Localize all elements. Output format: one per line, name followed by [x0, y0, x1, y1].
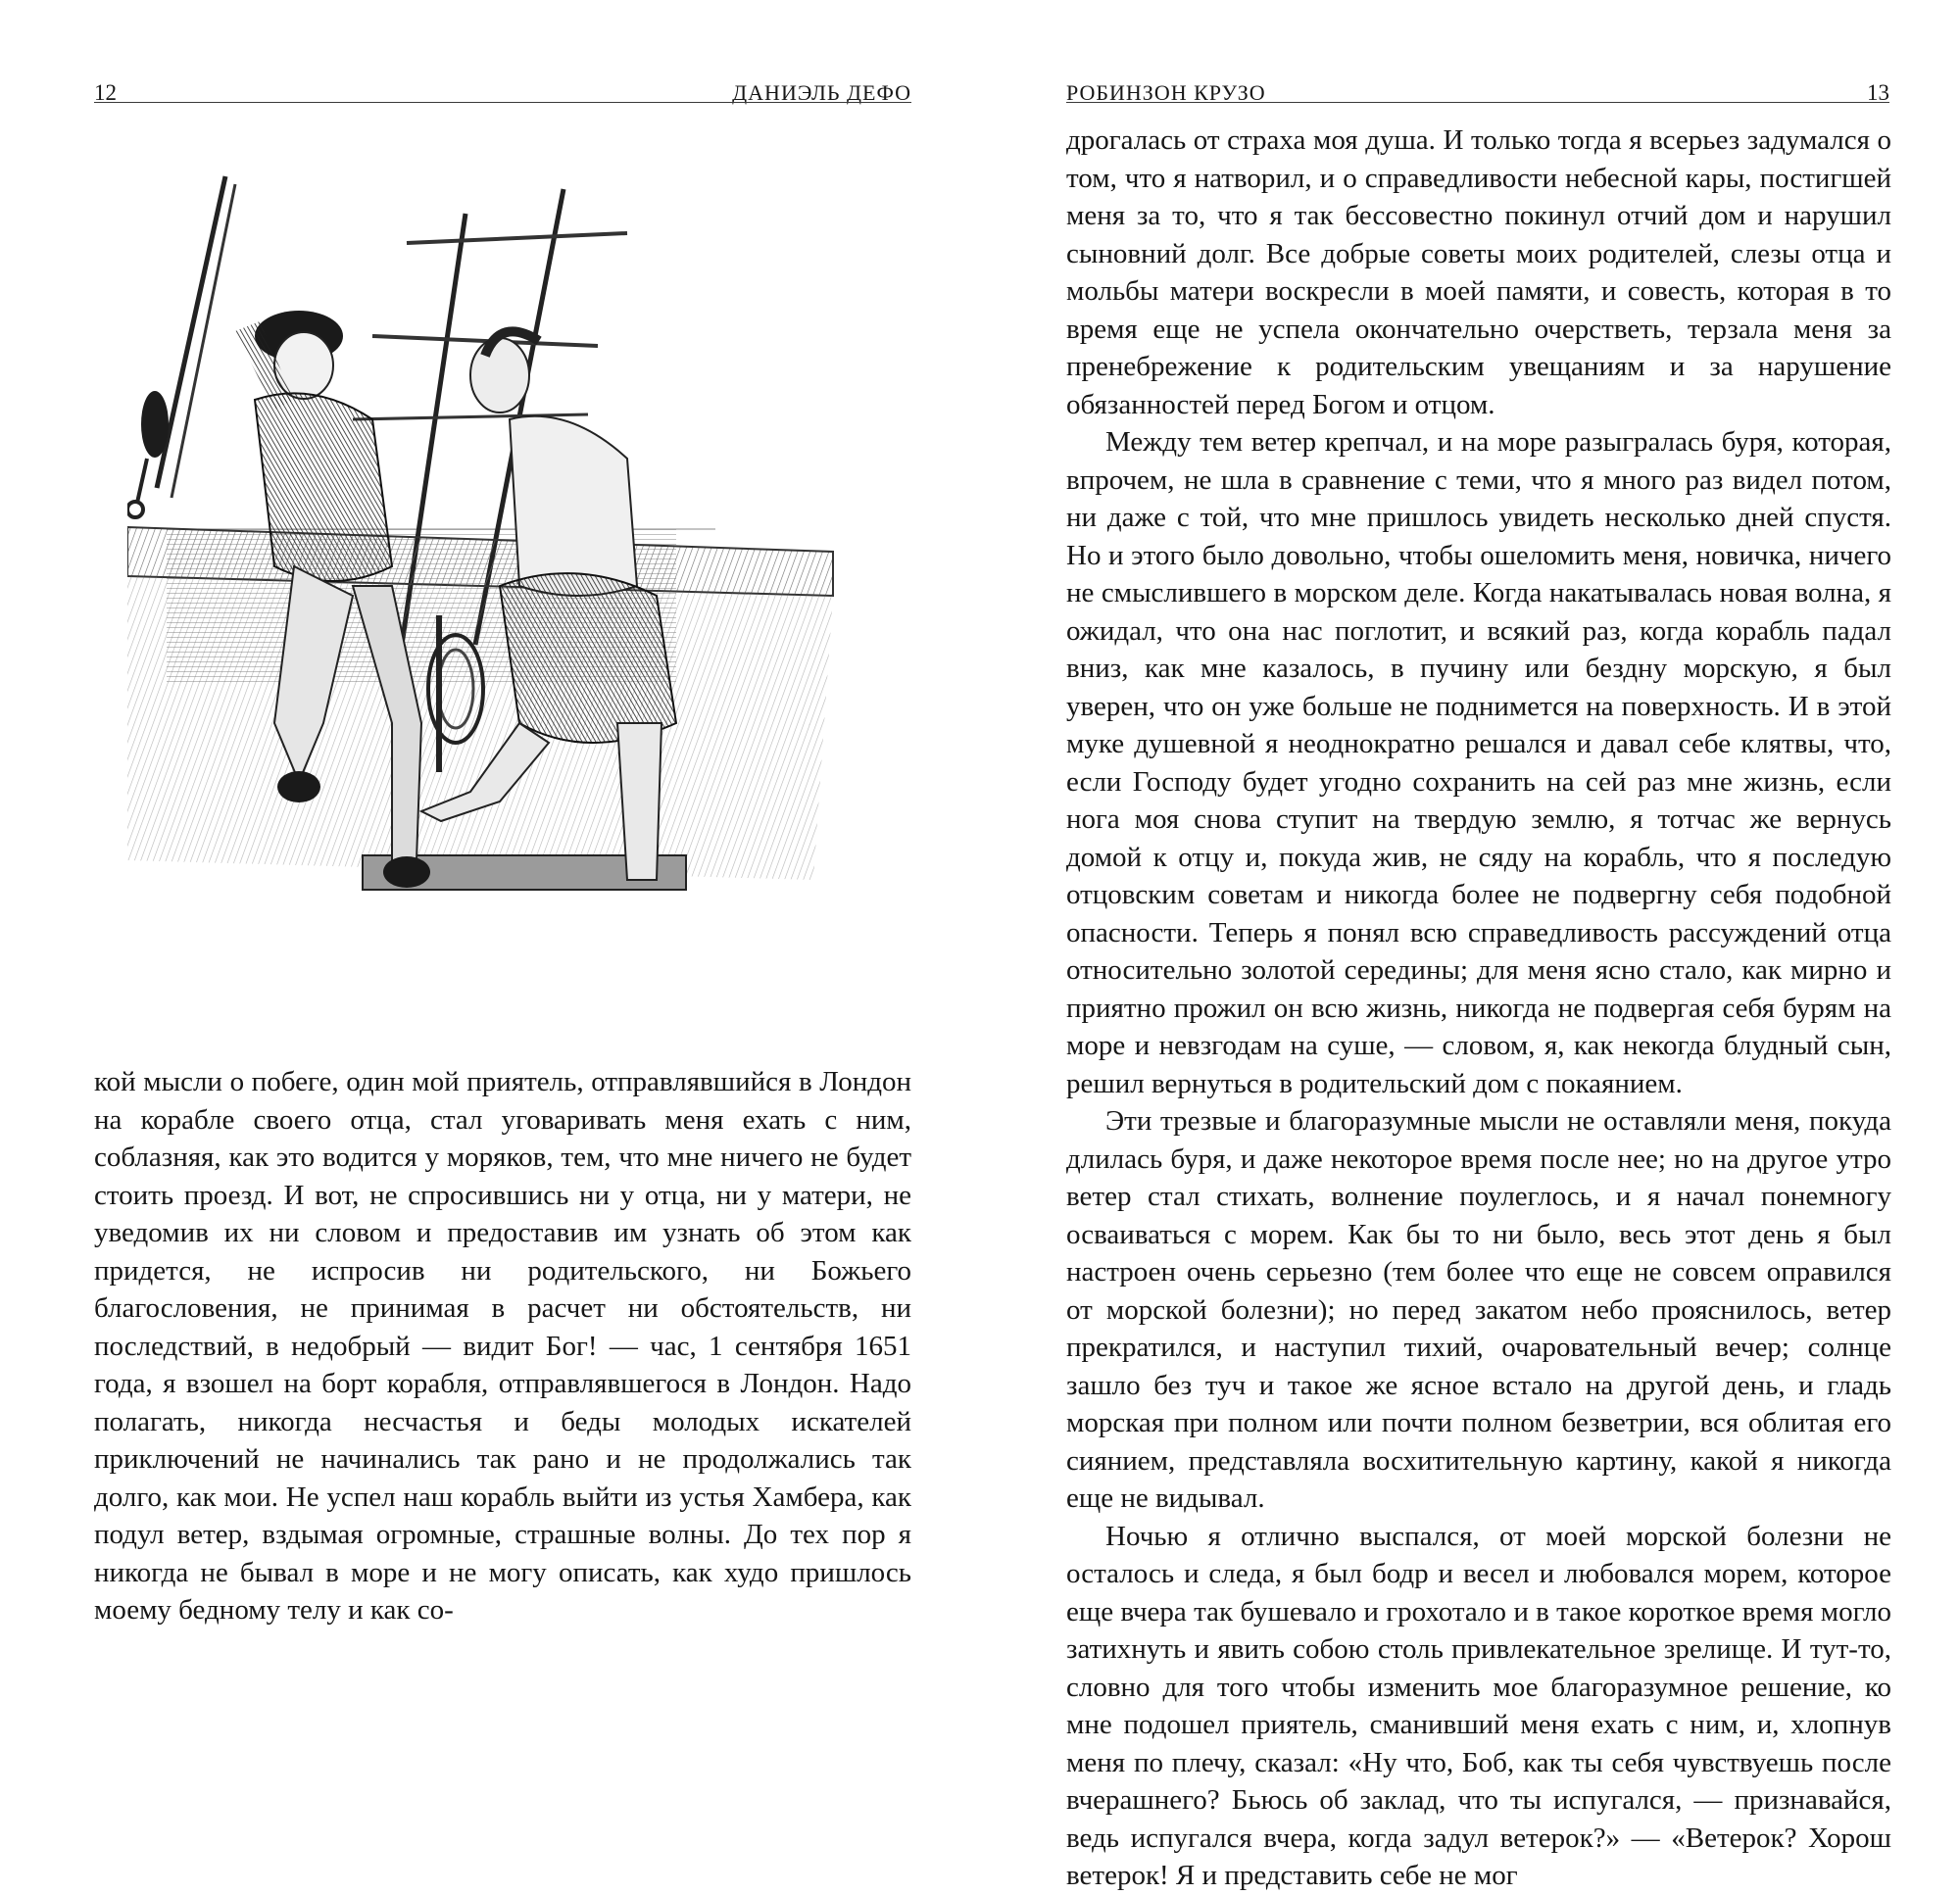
sailors-engraving — [127, 174, 853, 1046]
right-page-number: 13 — [1867, 80, 1889, 105]
left-running-head-title: ДАНИЭЛЬ ДЕФО — [732, 80, 911, 105]
right-head-rule — [1066, 102, 1889, 103]
left-paragraph: кой мысли о побеге, один мой приятель, отправлявшийся в Лондон на корабле своего отца, стал уговаривать меня ехать с ним, соблазняя, как это водится у моряков, тем, что мне ничего не будет стоить проезд. И вот, не спросившись ни у отца, ни у матери, не уведомив их ни словом и предоставив им узнать об этом как придется, не испросив ни родительского, ни Божьего благословения, не принимая в расчет ни обстоятельств, ни последствий, в недобрый — видит Бог! — час, 1 сентября 1651 года, я взошел на борт корабля, отправлявшегося в Лондон. Надо полагать, никогда несчастья и беды молодых искателей приключений не начинались так рано и не продолжались так долго, как мои. Не успел наш корабль выйти из устья Хамбера, как подул ветер, вздымая огромные, страшные волны. До тех пор я никогда не бывал в море и не могу описать, как худо пришлось моему бедному телу и как со- — [94, 1066, 911, 1626]
left-page-number: 12 — [94, 80, 117, 105]
left-running-head — [94, 73, 911, 106]
right-paragraph-4: Ночью я отлично выспался, от моей морской болезни не осталось и следа, я был бодр и весел и любовался морем, которое еще вчера так бушевало и грохотало и в такое короткое время могло затихнуть и явить собою столь привлекательное зрелище. И тут-то, словно для того чтобы изменить мое благоразумное решение, ко мне подошел приятель, сманивший меня ехать с ним, и, хлопнув меня по плечу, сказал: «Ну что, Боб, как ты себя чувствуешь после вчерашнего? Бьюсь об заклад, что ты испугался, — признавайся, ведь испугался вчера, когда задул ветерок?» — «Ветерок? Хорош ветерок! Я и представить себе не мог — [1066, 1520, 1891, 1891]
left-page-text — [94, 1063, 911, 1629]
right-running-head — [1066, 73, 1889, 106]
right-running-head-title: РОБИНЗОН КРУЗО — [1066, 80, 1266, 105]
sailors-engraving-svg — [127, 174, 853, 1046]
left-page — [0, 0, 980, 1626]
right-paragraph-1: дрогалась от страха моя душа. И только тогда я всерьез задумался о том, что я натворил, и о справедливости небесной кары, постигшей меня за то, что я так бессовестно покинул отчий дом и нарушил сыновний долг. Все добрые советы моих родителей, слезы отца и мольбы матери воскресли в моей памяти, и совесть, которая в то время еще не успела окончательно очерстветь, терзала меня за пренебрежение к родительским увещаниям и за нарушение обязанностей перед Богом и отцом. — [1066, 124, 1891, 420]
right-paragraph-3: Эти трезвые и благоразумные мысли не оставляли меня, покуда длилась буря, и даже некоторое время после нее; но на другое утро ветер стал стихать, волнение поулеглось, и я начал понемногу осваиваться с морем. Как бы то ни было, весь этот день я был настроен очень серьезно (тем более что еще не совсем оправился от морской болезни); но перед закатом небо прояснилось, ветер прекратился, и наступил тихий, очаровательный вечер; солнце зашло без туч и такое же ясное встало на другой день, и гладь морская при полном или почти полном безветрии, вся облитая его сиянием, представляла восхитительную картину, какой я никогда еще не видывал. — [1066, 1105, 1891, 1514]
right-paragraph-2: Между тем ветер крепчал, и на море разыгралась буря, которая, впрочем, не шла в сравнение с теми, что я много раз видел потом, ни даже с той, что мне пришлось увидеть несколько дней спустя. Но и этого было довольно, чтобы ошеломить меня, новичка, ничего не смыслившего в морском деле. Когда накатывалась новая волна, я ожидал, что она нас поглотит, и всякий раз, когда корабль падал вниз, как мне казалось, в пучину или бездну морскую, я был уверен, что он уже больше не поднимется на поверхность. И в этой муке душевной я неоднократно решался и давал себе клятвы, что, если Господу будет угодно сохранить на сей раз мне жизнь, если нога моя снова ступит на твердую землю, я тотчас же вернусь домой к отцу и, покуда жив, не сяду на корабль, что я последую отцовским советам и никогда более не подвергну себя подобной опасности. Теперь я понял всю справедливость рассуждений отца относительно золотой середины; для меня ясно стало, как мирно и приятно прожил он всю жизнь, никогда не подвергая себя бурям на море и невзгодам на суше, — словом, я, как некогда блудный сын, решил вернуться в родительский дом с покаянием. — [1066, 426, 1891, 1099]
left-head-rule — [94, 102, 911, 103]
right-page — [980, 0, 1960, 1891]
right-page-text — [1066, 121, 1891, 1895]
